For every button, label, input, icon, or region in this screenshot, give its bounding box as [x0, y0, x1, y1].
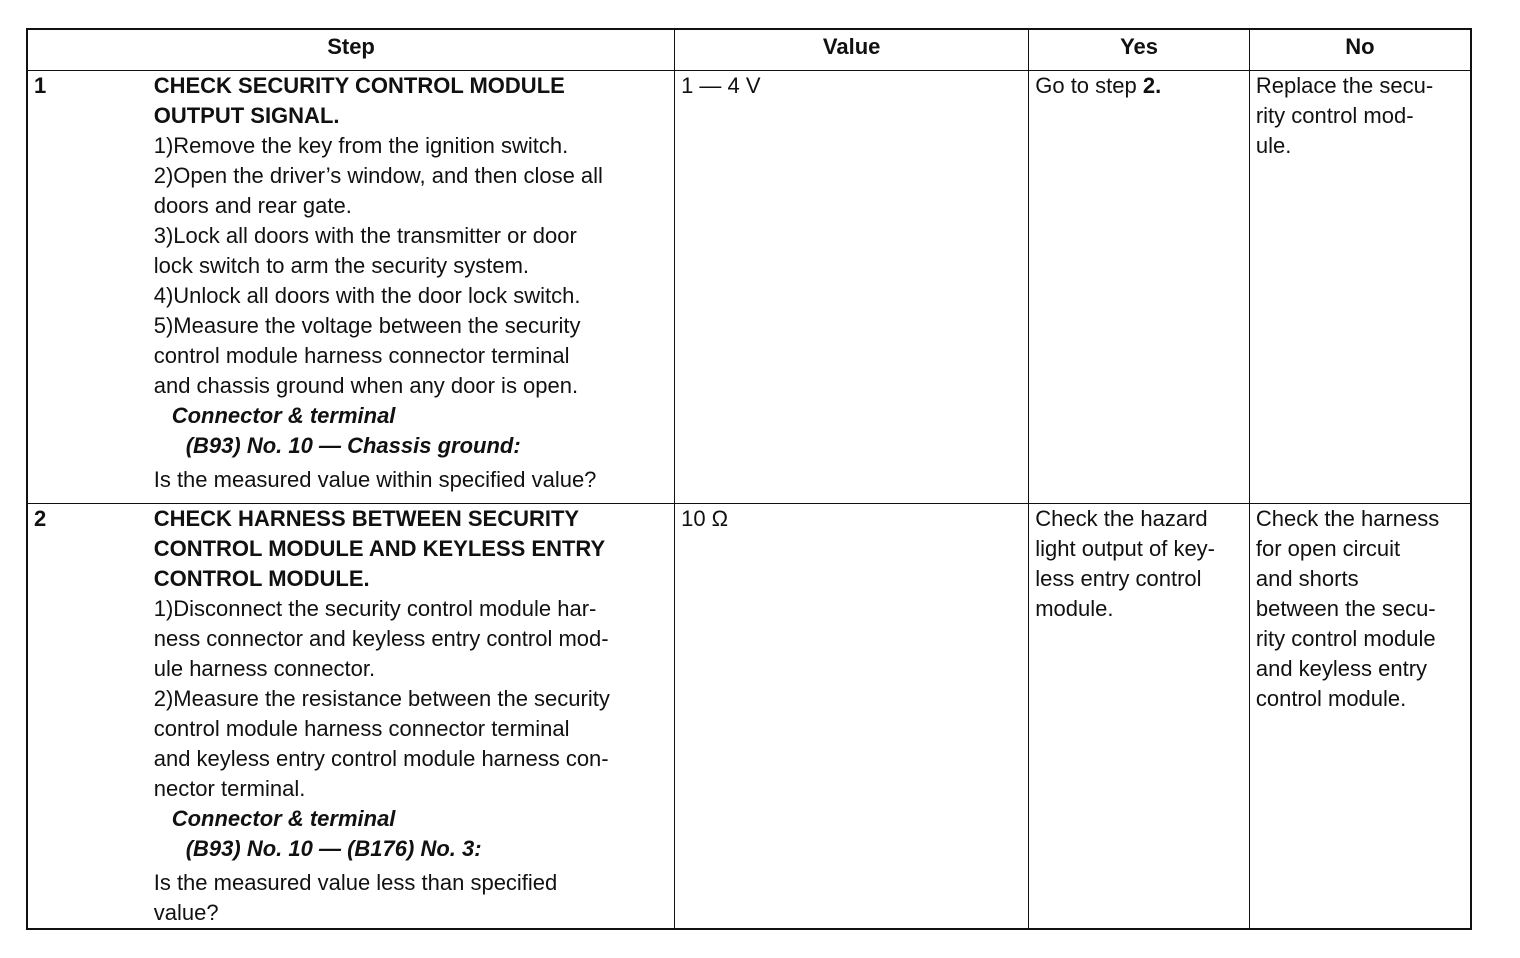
- connector-spec: (B93) No. 10 — (B176) No. 3:: [185, 836, 482, 861]
- step-heading: CONTROL MODULE AND KEYLESS ENTRY: [153, 536, 606, 561]
- instruction-line: 2)Open the driver’s window, and then close all: [153, 163, 603, 188]
- no-line: for open circuit: [1255, 536, 1401, 561]
- step-number: 2: [27, 504, 148, 930]
- instruction-line: control module harness connector terminal: [153, 343, 570, 368]
- step-heading: CHECK HARNESS BETWEEN SECURITY: [153, 506, 580, 531]
- header-yes: Yes: [1029, 29, 1250, 71]
- connector-spec: (B93) No. 10 — Chassis ground:: [185, 433, 521, 458]
- instruction-line: 1)Disconnect the security control module har-: [153, 596, 597, 621]
- step-question: Is the measured value within specified value?: [153, 467, 597, 492]
- value-cell: 1 — 4 V: [675, 71, 1029, 504]
- step-heading: OUTPUT SIGNAL.: [153, 103, 340, 128]
- table-row: [27, 71, 1471, 504]
- instruction-line: 1)Remove the key from the ignition switch.: [153, 133, 569, 158]
- no-line: Check the harness: [1255, 506, 1440, 531]
- step-heading: CHECK SECURITY CONTROL MODULE: [153, 73, 565, 98]
- no-line: Replace the secu-: [1255, 73, 1434, 98]
- yes-cell: [1029, 71, 1250, 504]
- yes-line: less entry control: [1035, 566, 1202, 591]
- yes-step-ref: 2.: [1142, 73, 1162, 98]
- yes-text: Go to step: [1035, 73, 1137, 98]
- header-value: Value: [675, 29, 1029, 71]
- no-line: and shorts: [1255, 566, 1359, 591]
- value-cell: 10 Ω: [675, 504, 1029, 930]
- header-row: [27, 29, 1471, 71]
- table-row: [27, 504, 1471, 930]
- instruction-line: 4)Unlock all doors with the door lock switch.: [153, 283, 581, 308]
- instruction-line: control module harness connector terminal: [153, 716, 570, 741]
- step-heading: CONTROL MODULE.: [153, 566, 370, 591]
- no-line: ule.: [1255, 133, 1292, 158]
- yes-line: module.: [1035, 596, 1114, 621]
- no-line: between the secu-: [1255, 596, 1436, 621]
- diagnostic-table: [26, 28, 1472, 930]
- instruction-line: ule harness connector.: [153, 656, 376, 681]
- no-line: and keyless entry: [1255, 656, 1428, 681]
- step-number: 1: [27, 71, 148, 504]
- header-step: Step: [27, 29, 675, 71]
- instruction-line: 2)Measure the resistance between the security: [153, 686, 610, 711]
- header-no: No: [1249, 29, 1471, 71]
- step-description: [148, 504, 675, 930]
- no-line: control module.: [1255, 686, 1407, 711]
- yes-line: Check the hazard: [1035, 506, 1208, 531]
- no-cell: [1249, 71, 1471, 504]
- yes-cell: [1029, 504, 1250, 930]
- instruction-line: nector terminal.: [153, 776, 306, 801]
- instruction-line: ness connector and keyless entry control mod-: [153, 626, 609, 651]
- step-description: [148, 71, 675, 504]
- step-question: Is the measured value less than specified: [153, 870, 558, 895]
- instruction-line: lock switch to arm the security system.: [153, 253, 530, 278]
- instruction-line: 5)Measure the voltage between the security: [153, 313, 581, 338]
- instruction-line: and chassis ground when any door is open.: [153, 373, 579, 398]
- connector-label: Connector & terminal: [171, 403, 396, 428]
- instruction-line: 3)Lock all doors with the transmitter or door: [153, 223, 577, 248]
- no-cell: [1249, 504, 1471, 930]
- instruction-line: doors and rear gate.: [153, 193, 352, 218]
- instruction-line: and keyless entry control module harness con-: [153, 746, 609, 771]
- connector-label: Connector & terminal: [171, 806, 396, 831]
- step-question: value?: [153, 900, 219, 925]
- no-line: rity control mod-: [1255, 103, 1414, 128]
- yes-line: light output of key-: [1035, 536, 1216, 561]
- no-line: rity control module: [1255, 626, 1436, 651]
